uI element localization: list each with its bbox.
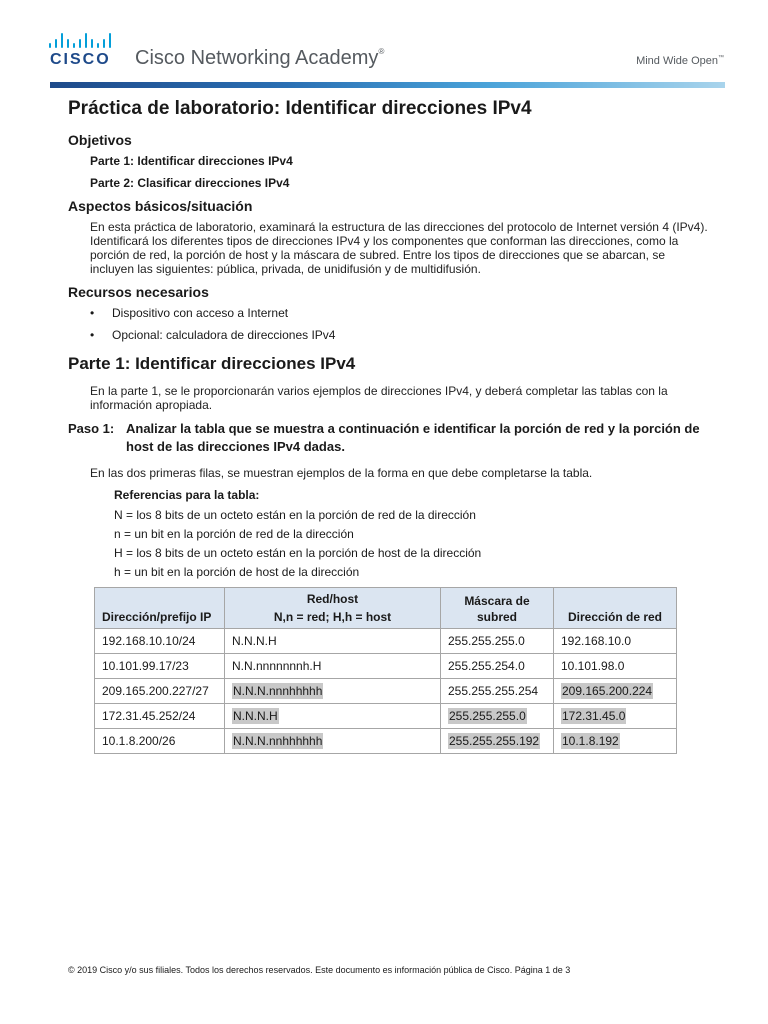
page-footer: © 2019 Cisco y/o sus filiales. Todos los derechos reservados. Este documento es información pública de Cisco. Página 1 de 3 [68, 965, 571, 975]
table-row [95, 679, 677, 704]
objetivos-heading: Objetivos [68, 132, 132, 148]
reference-line: H = los 8 bits de un octeto están en la porción de host de la dirección [114, 546, 482, 560]
cell-ip: 10.1.8.200/26 [95, 729, 225, 754]
reference-line: n = un bit en la porción de red de la dirección [114, 527, 354, 541]
aspectos-heading: Aspectos básicos/situación [68, 198, 253, 214]
column-header-network: Dirección de red [554, 588, 677, 629]
column-header-mask: Máscara de subred [441, 588, 554, 629]
page-header [0, 0, 768, 92]
cell-ip: 10.101.99.17/23 [95, 654, 225, 679]
cell-network[interactable] [554, 704, 677, 729]
cell-network[interactable] [554, 679, 677, 704]
recursos-heading: Recursos necesarios [68, 284, 209, 300]
answer-highlight: N.N.N.nnhhhhhh [233, 734, 323, 748]
cisco-logo-text: CISCO [50, 51, 111, 68]
cell-ip: 209.165.200.227/27 [95, 679, 225, 704]
step-1 [68, 420, 708, 456]
cell-ip: 172.31.45.252/24 [95, 704, 225, 729]
answer-highlight: N.N.N.H [233, 709, 278, 723]
cisco-logo-bars-icon [49, 32, 115, 48]
reference-line: N = los 8 bits de un octeto están en la porción de red de la dirección [114, 508, 476, 522]
reference-line: h = un bit en la porción de host de la dirección [114, 565, 360, 579]
column-header-red-host: Red/host N,n = red; H,h = host [225, 588, 441, 629]
document-body [68, 98, 708, 754]
objetivo-item: Parte 1: Identificar direcciones IPv4 [90, 154, 293, 168]
cell-mask: 255.255.255.0 [441, 629, 554, 654]
references-title: Referencias para la tabla: [114, 488, 260, 502]
answer-highlight: 255.255.255.192 [449, 734, 540, 748]
table-row [95, 629, 677, 654]
column-header-ip: Dirección/prefijo IP [95, 588, 225, 629]
aspectos-text: En esta práctica de laboratorio, examinará la estructura de las direcciones del protocolo de Internet versión 4 (IPv4). Identificará los diferentes tipos de direcciones IPv4 y los componentes que conforman las direcciones, como la porción de red, la porción de host y la máscara de subred. Entre los tipos de direcciones que se abarcan, se incluyen las siguientes: pública, privada, de unidifusión y de multidifusión. [90, 220, 708, 276]
header-divider [50, 82, 725, 88]
list-item: • Dispositivo con acceso a Internet [90, 306, 289, 320]
cell-mask[interactable] [441, 729, 554, 754]
answer-highlight: 10.1.8.192 [562, 734, 619, 748]
tagline: Mind Wide Open™ [636, 55, 724, 67]
table-row [95, 654, 677, 679]
objetivo-item: Parte 2: Clasificar direcciones IPv4 [90, 176, 290, 190]
ip-address-table [94, 587, 677, 754]
parte1-intro: En la parte 1, se le proporcionarán varios ejemplos de direcciones IPv4, y deberá completar las tablas con la información apropiada. [90, 384, 668, 412]
page-title: Práctica de laboratorio: Identificar direcciones IPv4 [68, 98, 532, 119]
cell-network: 10.101.98.0 [554, 654, 677, 679]
step-intro: En las dos primeras filas, se muestran ejemplos de la forma en que debe completarse la tabla. [90, 466, 593, 480]
cell-mask[interactable] [441, 704, 554, 729]
answer-highlight: N.N.N.nnnhhhhh [233, 684, 323, 698]
cell-red-host[interactable] [225, 729, 441, 754]
answer-highlight: 209.165.200.224 [562, 684, 653, 698]
answer-highlight: 255.255.255.0 [449, 709, 526, 723]
list-item: • Opcional: calculadora de direcciones IPv4 [90, 328, 336, 342]
cell-red-host: N.N.nnnnnnnh.H [225, 654, 441, 679]
cell-network: 192.168.10.0 [554, 629, 677, 654]
cell-network[interactable] [554, 729, 677, 754]
cell-red-host[interactable] [225, 704, 441, 729]
cell-mask: 255.255.254.0 [441, 654, 554, 679]
cell-red-host[interactable] [225, 679, 441, 704]
cell-red-host: N.N.N.H [225, 629, 441, 654]
recursos-list [90, 306, 708, 342]
parte1-heading: Parte 1: Identificar direcciones IPv4 [68, 354, 356, 373]
bullet-icon: • [90, 328, 95, 342]
step-text: Analizar la tabla que se muestra a continuación e identificar la porción de red y la porción de host de las direcciones IPv4 dadas. [126, 421, 700, 454]
table-references [114, 488, 708, 579]
table-row [95, 704, 677, 729]
academy-name: Cisco Networking Academy® [135, 47, 385, 69]
step-number: Paso 1: [68, 421, 115, 436]
cell-ip: 192.168.10.10/24 [95, 629, 225, 654]
bullet-icon: • [90, 306, 95, 320]
table-row [95, 729, 677, 754]
table-header-row [95, 588, 677, 629]
cell-mask: 255.255.255.254 [441, 679, 554, 704]
answer-highlight: 172.31.45.0 [562, 709, 626, 723]
